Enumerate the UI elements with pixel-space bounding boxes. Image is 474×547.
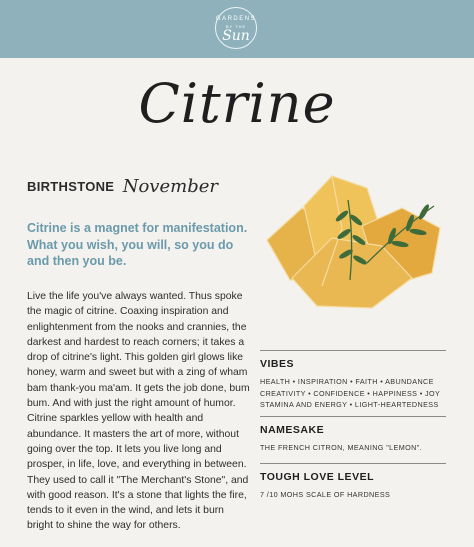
leaf bbox=[418, 204, 429, 220]
tough-love-section bbox=[260, 463, 446, 501]
tough-love-heading: TOUGH LOVE LEVEL bbox=[260, 471, 374, 483]
divider bbox=[260, 463, 446, 464]
namesake-section bbox=[260, 416, 446, 454]
vibes-text: HEALTH • INSPIRATION • FAITH • ABUNDANCE CREATIVITY • CONFIDENCE • HAPPINESS • JOY STAMINA AND ENERGY • LIGHT-HEARTEDNESS bbox=[260, 377, 441, 409]
logo-line-1: GARDENS bbox=[215, 16, 257, 22]
logo-line-3: Sun bbox=[222, 28, 250, 44]
description-text: Live the life you've always wanted. Thus spoke the magic of citrine. Coaxing inspiration and enlightenment from the nooks and crannies, the darkest and hardest to reach corners; it takes a drop of citrine's light. This golden girl glows like honey, warm and sweet but with a zing of wham bam thank-you ma'am. It gets the job done, bum bum. And with just the right amount of humor. Citrine sparkles yellow with health and abundance. It masters the art of more, without going over the top. It lets you live long and prosper, in life, love, and everything in between. They used to call it "The Merchant's Stone", and with good reason. It's a stone that lights the fire, tends to it even in the wind, and lets it burn bright to shine the way for others. bbox=[27, 291, 250, 532]
vibes-heading: VIBES bbox=[260, 358, 295, 370]
divider bbox=[260, 416, 446, 417]
namesake-heading: NAMESAKE bbox=[260, 424, 325, 436]
divider bbox=[260, 350, 446, 351]
birthstone-label: BIRTHSTONE bbox=[27, 179, 115, 194]
page-title: Citrine bbox=[138, 72, 336, 135]
logo-line-2: BY THE bbox=[225, 24, 247, 29]
crystal-cluster bbox=[267, 176, 440, 308]
brand-logo[interactable] bbox=[206, 7, 266, 51]
header-bar bbox=[0, 0, 474, 58]
birthstone-month: November bbox=[122, 176, 218, 197]
namesake-text: THE FRENCH CITRON, MEANING "LEMON". bbox=[260, 443, 423, 452]
intro-text: Citrine is a magnet for manifestation. What you wish, you will, so you do and then you be. bbox=[27, 221, 248, 268]
birthstone-line bbox=[27, 176, 218, 197]
vibes-section bbox=[260, 350, 446, 411]
tough-love-text: 7 /10 MOHS SCALE OF HARDNESS bbox=[260, 490, 391, 499]
citrine-crystal-illustration bbox=[262, 168, 452, 328]
